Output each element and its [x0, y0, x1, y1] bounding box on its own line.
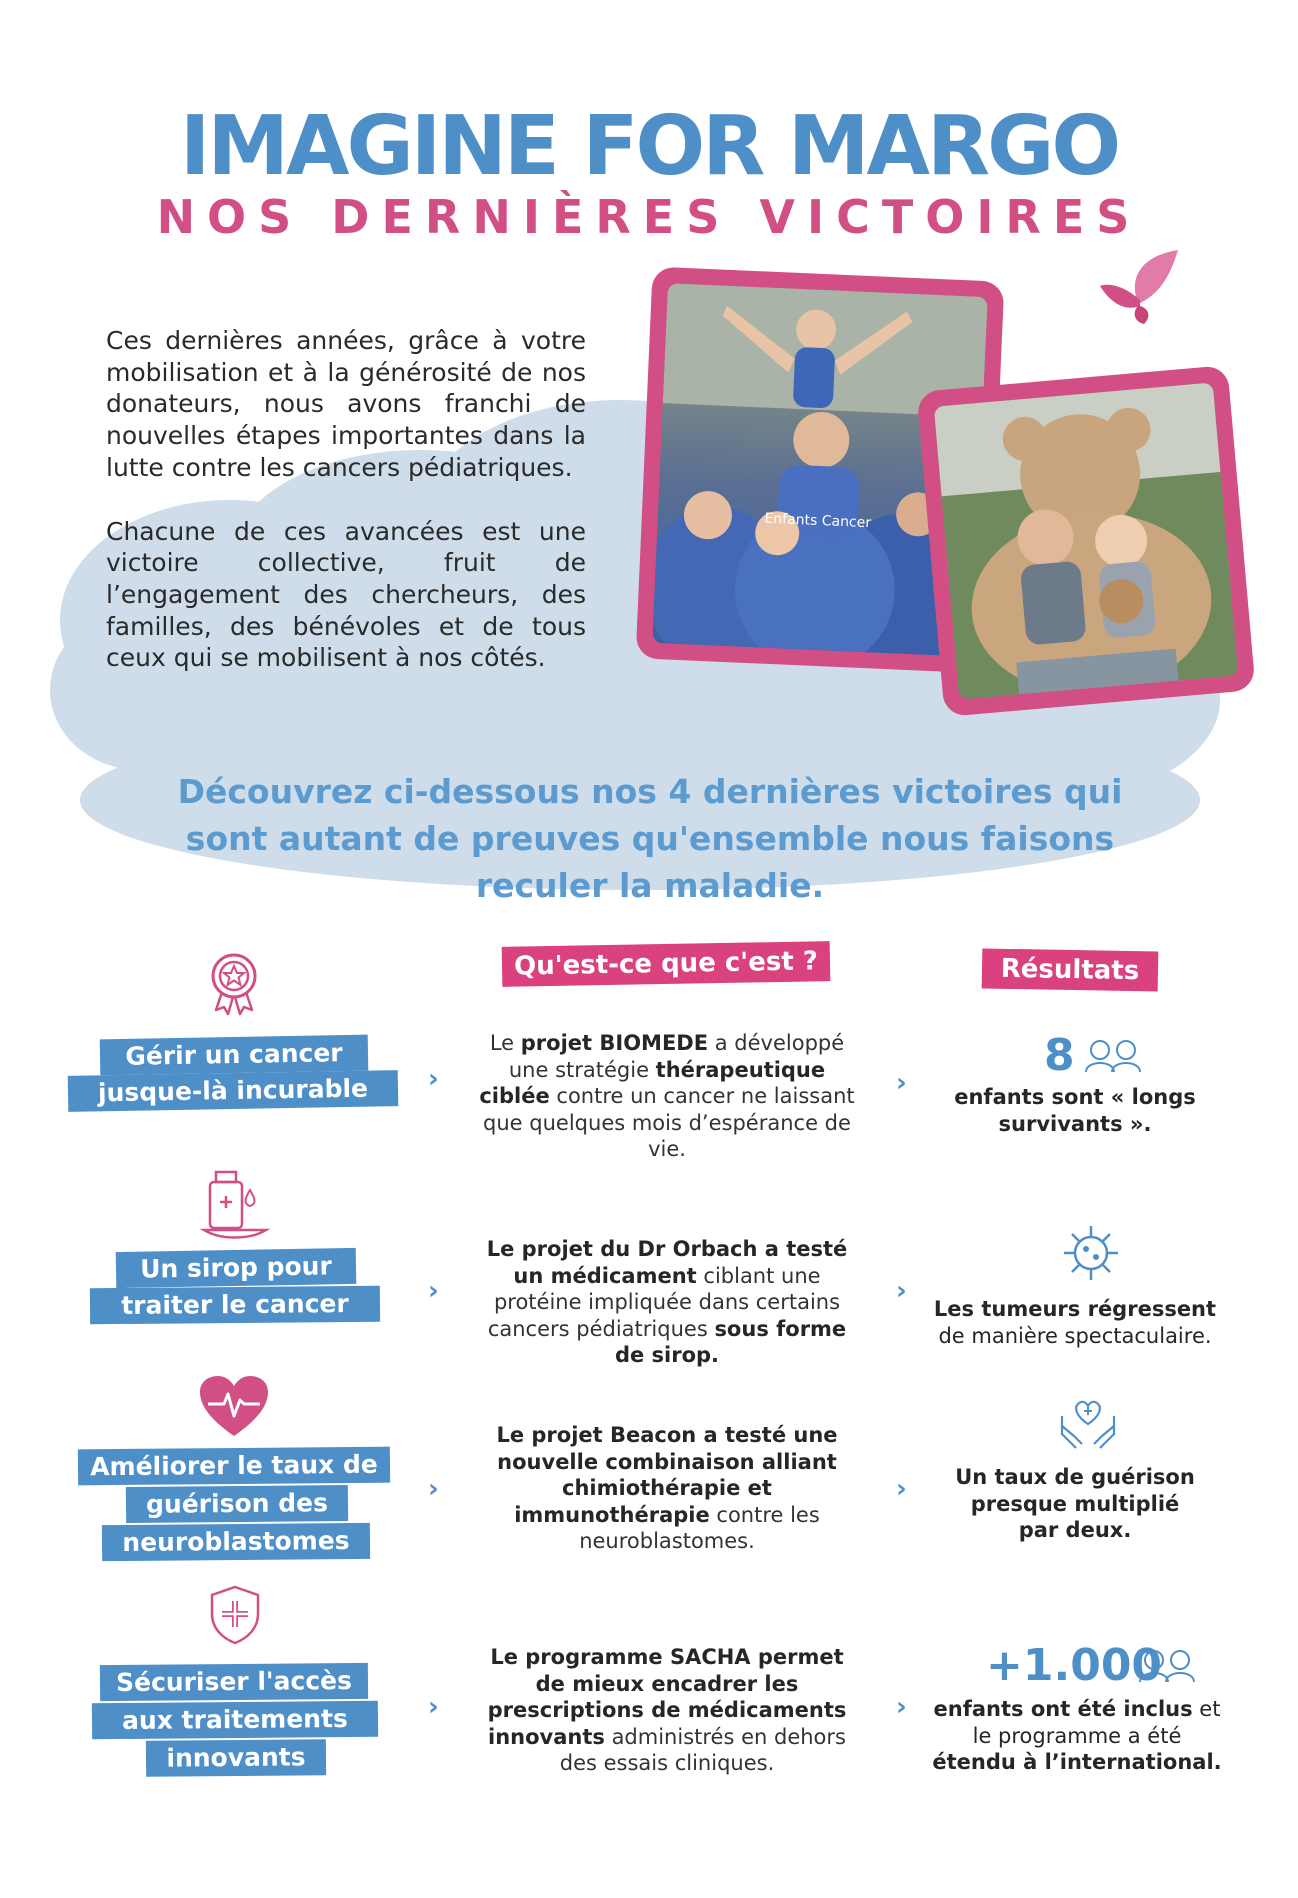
row-4-label-line-1: Sécuriser l'accès [100, 1663, 368, 1701]
tagline [150, 768, 1150, 909]
row-4-description [484, 1644, 850, 1777]
row-2-result-part-2: de manière spectaculaire. [938, 1323, 1212, 1348]
row-1-desc-part-3: a développé une stratégie [508, 1031, 845, 1082]
column-header-results: Résultats [982, 948, 1159, 991]
row-1-desc-part-4: thérapeutique ciblée [479, 1057, 826, 1108]
tagline-line-1: Découvrez ci-dessous nos 4 dernières victoires qui [177, 772, 1123, 811]
row-3-description [492, 1422, 842, 1555]
row-3-label-line-2: guérison des [126, 1485, 348, 1523]
row-4-desc-part-1: Le programme SACHA permet de mieux encadrer les prescriptions de médicaments innovants [487, 1645, 847, 1749]
hands-heart-icon [1058, 1396, 1118, 1452]
intro-paragraph-1: Ces dernières années, grâce à votre mobilisation et à la générosité de nos donateurs, nous avons franchi de nouvelles étapes importantes dans la lutte contre les cancers pédiatriques. [106, 326, 586, 482]
row-4-chevron-2: › [896, 1692, 907, 1722]
page-subtitle: NOS DERNIÈRES VICTOIRES [156, 190, 1142, 244]
bear-illustration [934, 382, 1239, 699]
children-icon [1136, 1648, 1200, 1684]
row-3-chevron-1: › [428, 1474, 439, 1504]
row-3-label-line-1: Améliorer le taux de [78, 1447, 390, 1486]
row-2-result-part-1: Les tumeurs régressent [933, 1297, 1217, 1321]
row-4-result [932, 1696, 1222, 1776]
award-ribbon-icon [208, 952, 260, 1016]
row-3-desc-part-2: contre les neuroblastomes. [579, 1502, 820, 1553]
row-2-desc-part-3: sous forme de sirop. [614, 1316, 847, 1367]
row-4-label-line-2: aux traitements [92, 1701, 378, 1739]
row-2-description [472, 1236, 862, 1369]
row-1-chevron-1: › [428, 1064, 439, 1094]
row-4-result-number [986, 1640, 1163, 1691]
row-4-result-number-text: +1.000 [986, 1640, 1163, 1691]
row-4-result-part-2: et le programme a été [972, 1697, 1221, 1748]
row-1-label-line-2: jusque-là incurable [68, 1070, 399, 1112]
row-3-result-text: Un taux de guérison presque multiplié par deux. [955, 1465, 1195, 1542]
syrup-bottle-icon [200, 1168, 270, 1242]
row-3-result [950, 1464, 1200, 1544]
row-1-result-number: 8 [1044, 1030, 1075, 1081]
intro-paragraph-2: Chacune de ces avancées est une victoire collective, fruit de l’engagement des chercheurs, des familles, des bénévoles et de tous ceux qui se mobilisent à nos côtés. [106, 516, 586, 673]
heart-pulse-icon [198, 1374, 270, 1440]
intro-text [106, 325, 586, 706]
row-2-desc-part-2: ciblant une protéine impliquée dans certains cancers pédiatriques [487, 1263, 841, 1341]
row-4-result-part-1: enfants ont été inclus [933, 1697, 1193, 1721]
virus-icon [1060, 1222, 1122, 1284]
row-2-label-line-2: traiter le cancer [90, 1286, 380, 1325]
row-4-result-part-3: étendu à l’international. [932, 1750, 1222, 1774]
photo-bear [934, 382, 1239, 699]
row-3-desc-part-1: Le projet Beacon a testé une nouvelle combinaison alliant chimiothérapie et immunothérapie [496, 1423, 838, 1527]
page-title: IMAGINE FOR MARGO [179, 99, 1119, 194]
row-1-desc-part-1: Le [489, 1031, 521, 1055]
row-2-chevron-2: › [896, 1276, 907, 1306]
row-4-desc-part-2: administrés en dehors des essais cliniques. [559, 1724, 846, 1775]
row-4-label-line-3: innovants [146, 1739, 326, 1777]
row-4-chevron-1: › [428, 1692, 439, 1722]
photo-frame-bear [916, 365, 1255, 717]
row-1-result [940, 1084, 1210, 1137]
shirt-text: Enfants Cancer [764, 510, 872, 532]
row-2-label-line-1: Un sirop pour [116, 1248, 357, 1288]
row-3-label-line-3: neuroblastomes [102, 1523, 370, 1561]
row-1-desc-part-2: projet BIOMEDE [520, 1031, 709, 1055]
row-1-result-text: enfants sont « longs survivants ». [954, 1085, 1196, 1136]
row-3-chevron-2: › [896, 1474, 907, 1504]
row-2-chevron-1: › [428, 1276, 439, 1306]
shield-cross-icon [208, 1584, 262, 1646]
row-1-chevron-2: › [896, 1068, 907, 1098]
row-1-desc-part-5: contre un cancer ne laissant que quelques mois d’espérance de vie. [483, 1084, 855, 1161]
row-1-description [472, 1030, 862, 1163]
row-1-label-line-1: Gérir un cancer [100, 1035, 369, 1076]
column-header-what: Qu'est-ce que c'est ? [502, 941, 831, 987]
children-icon [1082, 1038, 1146, 1074]
tagline-line-3: reculer la maladie. [475, 866, 825, 905]
row-2-desc-part-1: Le projet du Dr Orbach a testé un médicament [486, 1237, 848, 1288]
butterfly-icon [1098, 246, 1184, 326]
tagline-line-2: sont autant de preuves qu'ensemble nous faisons [185, 819, 1115, 858]
row-2-result [930, 1296, 1220, 1349]
